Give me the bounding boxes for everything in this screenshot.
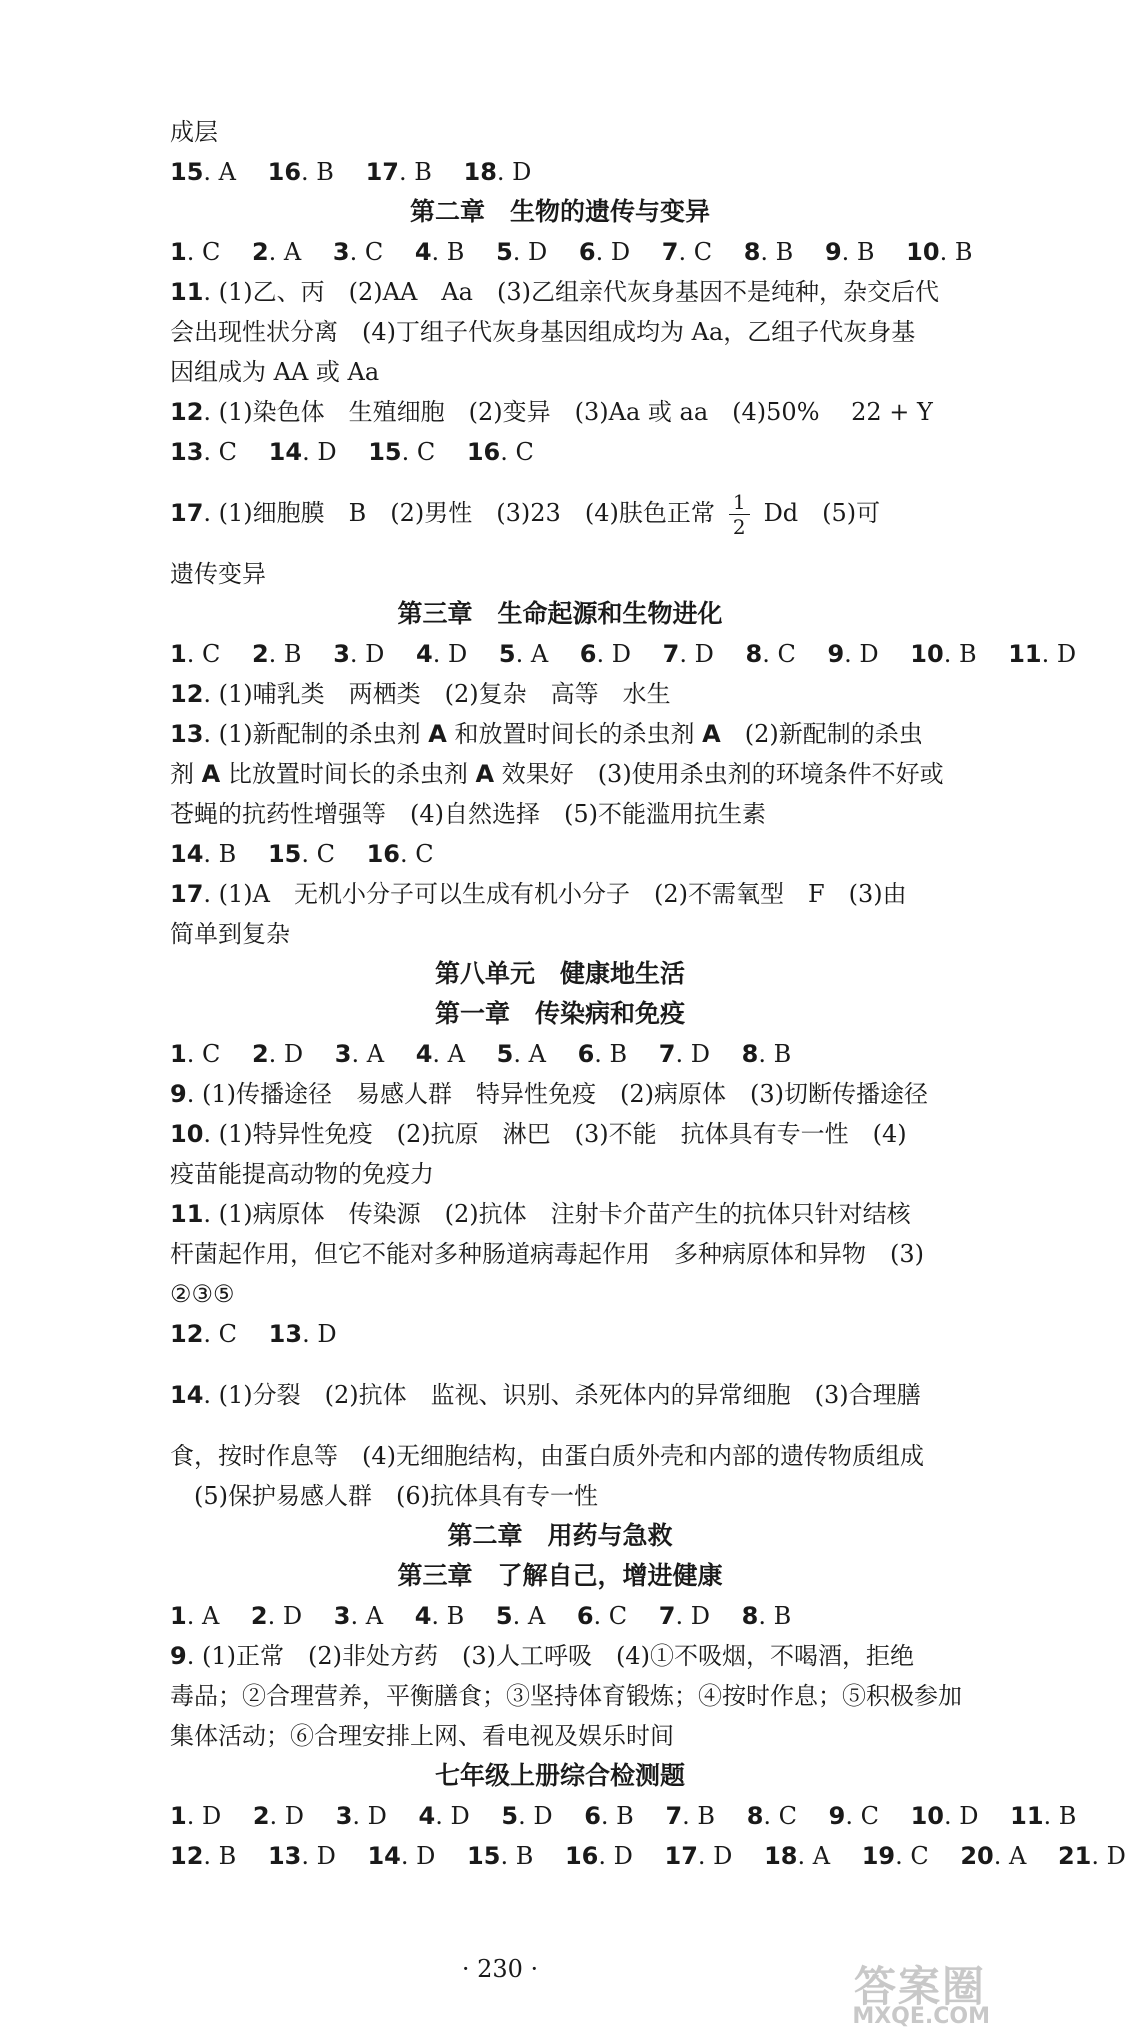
answer-line: 12. C 13. D xyxy=(170,1320,337,1348)
section-heading: 第三章 生命起源和生物进化 xyxy=(397,599,723,628)
answer-line: 会出现性状分离 (4)丁组子代灰身基因组成均为 Aa，乙组子代灰身基 xyxy=(170,318,916,346)
answer-line: 剂 A 比放置时间长的杀虫剂 A 效果好 (3)使用杀虫剂的环境条件不好或 xyxy=(170,760,944,788)
answer-line: 12. (1)哺乳类 两栖类 (2)复杂 高等 水生 xyxy=(170,680,671,708)
answer-line: 杆菌起作用，但它不能对多种肠道病毒起作用 多种病原体和异物 (3) xyxy=(170,1240,924,1268)
answer-line: 10. (1)特异性免疫 (2)抗原 淋巴 (3)不能 抗体具有专一性 (4) xyxy=(170,1120,907,1148)
watermark-logo-text: 答案圈 xyxy=(853,1962,986,2011)
answer-line: 12. B 13. D 14. D 15. B 16. D 17. D 18. A 19. C 20. A 21. D xyxy=(170,1842,1126,1870)
answer-line: 1. C 2. B 3. D 4. D 5. A 6. D 7. D 8. C 9. D 10. B 11. D xyxy=(170,640,1077,668)
answer-line: (5)保护易感人群 (6)抗体具有专一性 xyxy=(170,1482,598,1510)
answer-line: 1. D 2. D 3. D 4. D 5. D 6. B 7. B 8. C 9. C 10. D 11. B xyxy=(170,1802,1077,1830)
answer-line: 1. C 2. A 3. C 4. B 5. D 6. D 7. C 8. B 9. B 10. B xyxy=(170,238,973,266)
answer-line: 成层 xyxy=(170,118,218,146)
answer-line: 1. A 2. D 3. A 4. B 5. A 6. C 7. D 8. B xyxy=(170,1602,792,1630)
answer-line: 因组成为 AA 或 Aa xyxy=(170,358,380,386)
answer-line: 11. (1)乙、丙 (2)AA Aa (3)乙组亲代灰身基因不是纯种，杂交后代 xyxy=(170,278,939,306)
answer-line: 食，按时作息等 (4)无细胞结构，由蛋白质外壳和内部的遗传物质组成 xyxy=(170,1442,924,1470)
answer-line: 17. (1)细胞膜 B (2)男性 (3)23 (4)肤色正常 $\frac{1}{2}$ Dd (5)可 xyxy=(170,490,881,539)
answer-line: 苍蝇的抗药性增强等 (4)自然选择 (5)不能滥用抗生素 xyxy=(170,800,766,828)
answer-line: 9. (1)正常 (2)非处方药 (3)人工呼吸 (4)①不吸烟，不喝酒，拒绝 xyxy=(170,1642,914,1670)
answer-line: 13. (1)新配制的杀虫剂 A 和放置时间长的杀虫剂 A (2)新配制的杀虫 xyxy=(170,720,923,748)
section-heading: 七年级上册综合检测题 xyxy=(434,1761,685,1790)
section-heading: 第三章 了解自己，增进健康 xyxy=(397,1561,723,1590)
answer-line: 17. (1)A 无机小分子可以生成有机小分子 (2)不需氧型 F (3)由 xyxy=(170,880,907,908)
answer-line: 简单到复杂 xyxy=(170,920,290,948)
answer-line: 15. A 16. B 17. B 18. D xyxy=(170,158,532,186)
answer-key-page xyxy=(170,112,1126,1876)
page-number: · 230 · xyxy=(461,1955,539,1983)
answer-line: 13. C 14. D 15. C 16. C xyxy=(170,438,534,466)
watermark-url: MXQE.COM xyxy=(852,2004,990,2029)
section-heading: 第一章 传染病和免疫 xyxy=(434,999,685,1028)
section-heading: 第八单元 健康地生活 xyxy=(434,959,685,988)
watermark-logo xyxy=(809,1954,994,2029)
answer-line: ②③⑤ xyxy=(170,1280,235,1308)
answer-line: 疫苗能提高动物的免疫力 xyxy=(170,1160,434,1188)
answer-line: 12. (1)染色体 生殖细胞 (2)变异 (3)Aa 或 aa (4)50% 22 + Y xyxy=(170,398,933,426)
answer-line: 1. C 2. D 3. A 4. A 5. A 6. B 7. D 8. B xyxy=(170,1040,792,1068)
answer-line: 9. (1)传播途径 易感人群 特异性免疫 (2)病原体 (3)切断传播途径 xyxy=(170,1080,928,1108)
answer-line: 集体活动；⑥合理安排上网、看电视及娱乐时间 xyxy=(170,1722,674,1750)
answer-line: 毒品；②合理营养，平衡膳食；③坚持体育锻炼；④按时作息；⑤积极参加 xyxy=(170,1682,962,1710)
answer-line: 11. (1)病原体 传染源 (2)抗体 注射卡介苗产生的抗体只针对结核 xyxy=(170,1200,911,1228)
section-heading: 第二章 生物的遗传与变异 xyxy=(409,197,710,226)
answer-line: 遗传变异 xyxy=(170,560,266,588)
answer-line: 14. (1)分裂 (2)抗体 监视、识别、杀死体内的异常细胞 (3)合理膳 xyxy=(170,1381,921,1409)
answer-line: 14. B 15. C 16. C xyxy=(170,840,434,868)
section-heading: 第二章 用药与急救 xyxy=(447,1521,673,1550)
